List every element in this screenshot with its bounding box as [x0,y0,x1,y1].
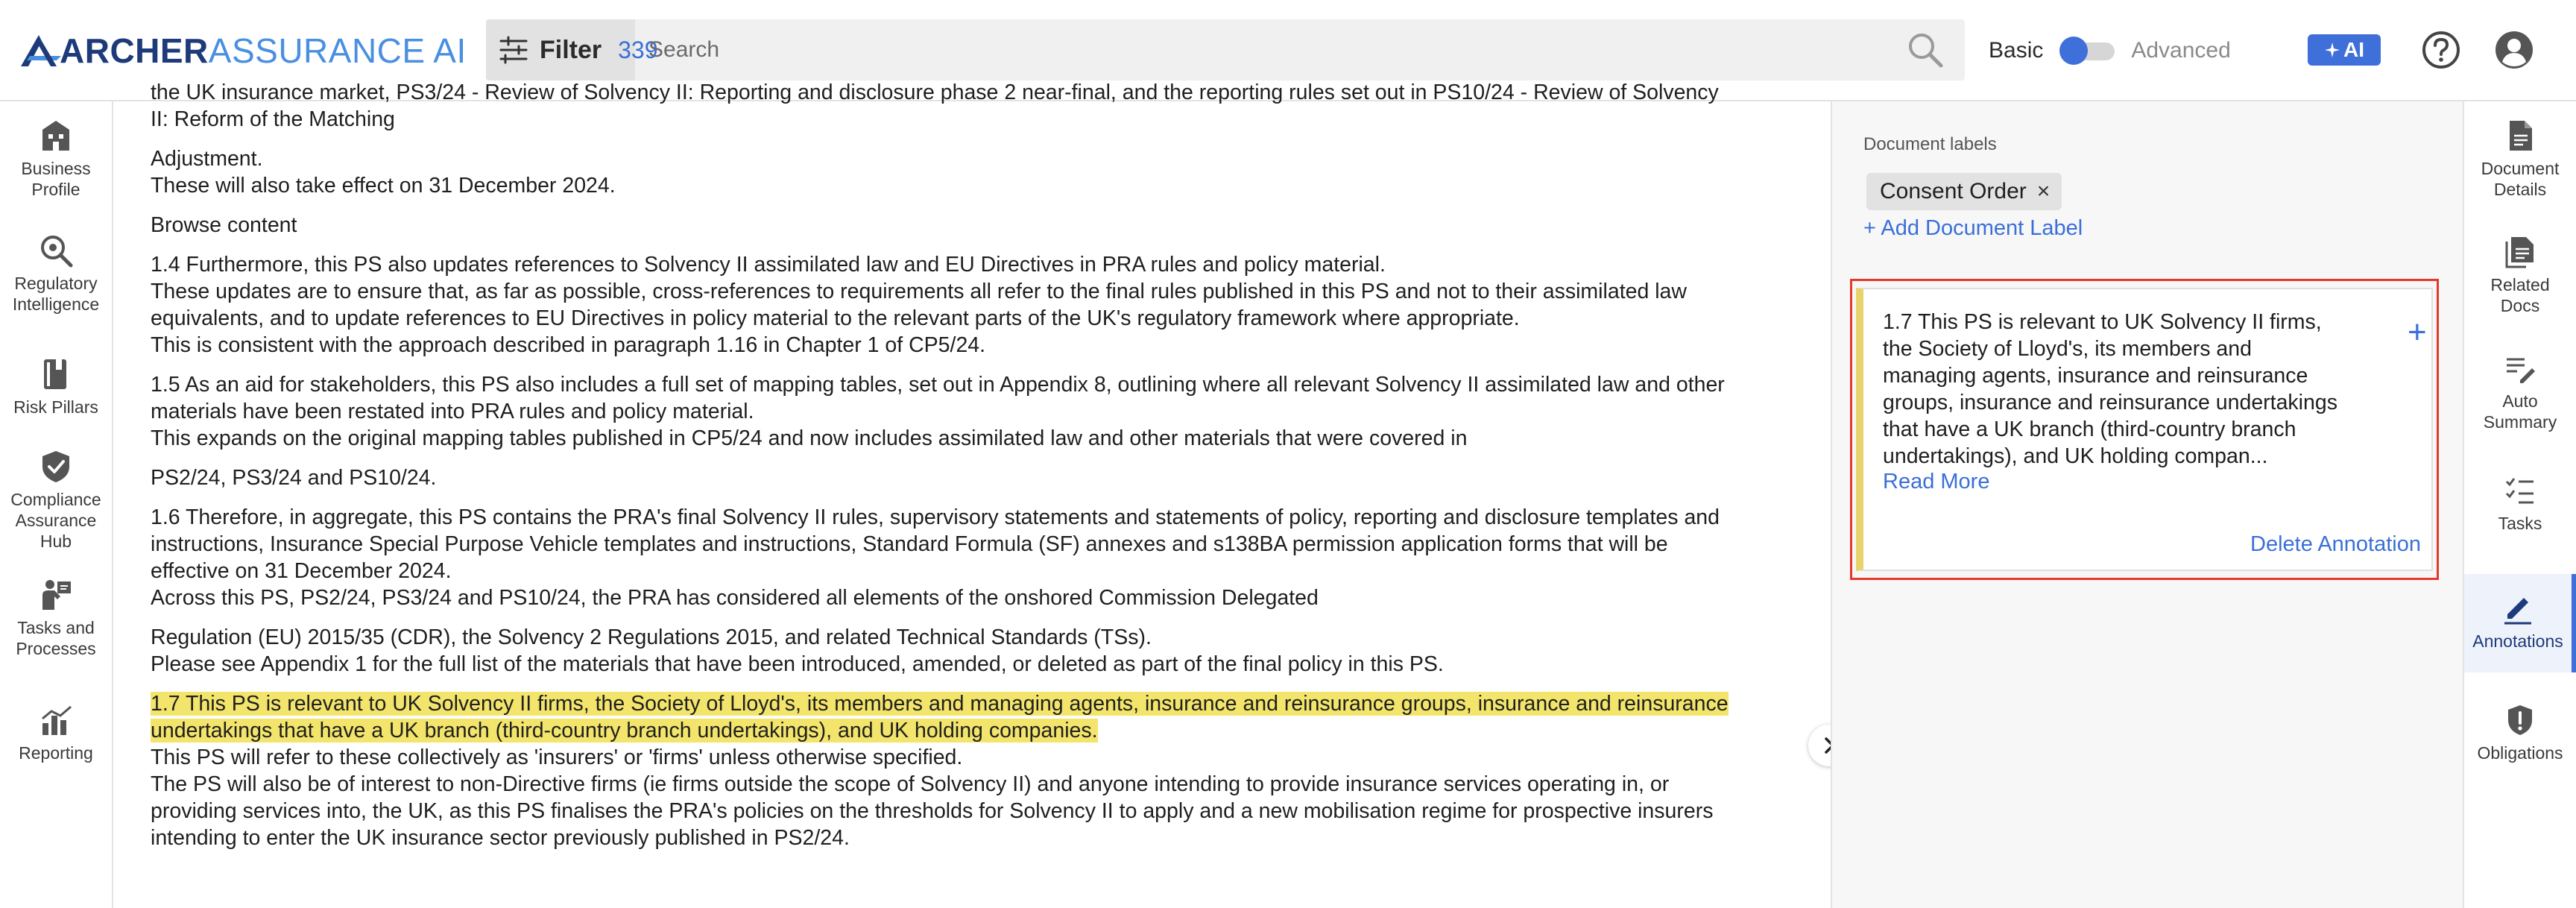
ai-button[interactable] [2308,34,2381,66]
rail-label: Auto Summary [2483,391,2557,432]
doc-paragraph: PS2/24, PS3/24 and PS10/24. [151,466,437,490]
doc-paragraph: 1.4 Furthermore, this PS also updates references to Solvency II assimilated law and EU Directives in PRA rules and policy material. These updates are to ensure that, as far as possible, cross-references to requirements all refer to the final rules published in this PS and not to their assimilated law equivalents, and to update references to EU Directives in policy material to the relevant parts of the UK's regulatory framework where appropriate. This is consistent with the approach described in paragraph 1.16 in Chapter 1 of CP5/24. [151,253,1687,357]
doc-paragraph: the UK insurance market, PS3/24 - Review of Solvency II: Reporting and disclosure phase 2 near-final, and the reporting rules set out in PS10/24 - Review of Solvency II: Reform of the Matching [151,81,1719,131]
shield-check-icon [38,449,74,485]
doc-paragraph-annotated: 1.7 This PS is relevant to UK Solvency II firms, the Society of Lloyd's, its members and managing agents, insurance and reinsurance groups, insurance and reinsurance undertakings that have a UK branch (third-country branch undertakings), and UK holding companies. This PS will refer to these collectively as 'insurers' or 'firms' unless otherwise specified. The PS will also be of interest to non-Directive firms (ie firms outside the scope of Solvency II) and anyone intending to provide insurance services operating in, or providing services into, the UK, as this PS finalises the PRA's policies on the thresholds for Solvency II to apply and a new mobilisation regime for prospective insurers intending to enter the UK insurance sector previously published in PS2/24. [151,692,1729,850]
document-labels-heading: Document labels [1863,134,1997,154]
nav-label: Reporting [19,743,93,763]
shield-icon [2504,704,2536,737]
nav-reporting[interactable] [0,702,112,763]
doc-paragraph: Regulation (EU) 2015/35 (CDR), the Solvency 2 Regulations 2015, and related Technical Standards (TSs). Please see Appendix 1 for the full list of the materials that have been introduced, amended, or deleted as part of the final policy in this PS. [151,625,1444,676]
filter-button[interactable] [486,19,658,81]
search-bar [486,19,1965,81]
nav-label: Risk Pillars [13,397,98,417]
rail-related-docs[interactable] [2464,236,2576,316]
rail-obligations[interactable] [2464,704,2576,763]
rail-label: Obligations [2477,743,2563,763]
plus-icon[interactable]: + [2408,314,2427,350]
mode-toggle[interactable] [2059,37,2115,65]
read-more-link[interactable]: Read More [1883,470,1990,494]
rail-label: Tasks [2498,514,2542,533]
right-rail [2463,101,2576,908]
magnifier-icon [38,233,74,268]
bar-chart-icon [38,702,74,738]
annotations-panel [1831,101,2463,908]
sparkle-icon [2324,42,2340,58]
book-icon [38,356,74,392]
documents-icon [2504,236,2536,268]
rail-tasks[interactable] [2464,474,2576,534]
doc-paragraph: 1.5 As an aid for stakeholders, this PS also includes a full set of mapping tables, set out in Appendix 8, outlining where all relevant Solvency II assimilated law and other materials have been restated into PRA rules and policy material. This expands on the original mapping tables published in CP5/24 and now includes assimilated law and other materials that were covered in [151,373,1725,450]
search-icon[interactable] [1905,30,1945,70]
mode-basic-label[interactable]: Basic [1989,38,2044,63]
nav-business-profile[interactable] [0,118,112,200]
toggle-knob [2059,37,2088,65]
search-input[interactable] [635,19,1905,81]
document-viewer[interactable] [113,81,1831,908]
rail-label: Related Docs [2490,275,2550,315]
document-body [151,79,1895,851]
logo-text-archer: ARCHER [60,31,209,70]
nav-tasks-and-processes[interactable] [0,577,112,659]
sliders-icon [499,37,528,63]
document-icon [2504,119,2536,152]
delete-annotation-link[interactable]: Delete Annotation [2250,532,2421,556]
rail-label: Annotations [2472,631,2563,651]
filter-count: 339 [618,36,658,63]
annotation-card[interactable] [1856,288,2433,571]
mode-toggle-group [1989,30,2231,72]
nav-compliance-assurance-hub[interactable] [0,449,112,552]
doc-paragraph: Browse content [151,213,297,237]
rail-label: Document Details [2481,159,2560,199]
nav-label: Compliance Assurance Hub [10,490,101,551]
nav-regulatory-intelligence[interactable] [0,233,112,315]
highlighted-annotation-text[interactable]: undertakings that have a UK branch (third-country branch undertakings), and UK holding companies. [151,719,1098,743]
nav-risk-pillars[interactable] [0,356,112,417]
mode-advanced-label[interactable]: Advanced [2131,38,2231,63]
document-label-chip [1866,173,2062,210]
add-document-label-link[interactable]: + Add Document Label [1863,216,2083,240]
nav-label: Tasks and Processes [16,618,96,658]
rail-annotations[interactable] [2464,574,2576,672]
close-icon[interactable]: × [2036,179,2051,204]
logo-text-assurance: ASSURANCE AI [208,31,467,70]
nav-label: Business Profile [21,159,91,199]
ai-button-label: AI [2343,38,2364,61]
checklist-icon [2504,474,2536,507]
rail-auto-summary[interactable] [2464,352,2576,432]
pen-icon [2501,592,2534,625]
chip-label: Consent Order [1880,179,2027,204]
highlighted-annotation-text[interactable]: 1.7 This PS is relevant to UK Solvency II firms, the Society of Lloyd's, its members and managing agents, insurance and reinsurance groups, insurance and reinsurance [151,692,1729,716]
help-icon[interactable] [2421,30,2461,70]
app-logo[interactable] [19,30,467,72]
archer-logo-icon [19,34,63,68]
annotation-text: 1.7 This PS is relevant to UK Solvency II firms, the Society of Lloyd's, its members and managing agents, insurance and reinsurance groups, insurance and reinsurance undertakings that have a UK branch (third-country branch undertakings), and UK holding compan... [1883,310,2337,468]
building-icon [38,118,74,154]
left-navigation [0,101,113,908]
doc-paragraph: 1.6 Therefore, in aggregate, this PS contains the PRA's final Solvency II rules, supervisory statements and statements of policy, reporting and disclosure templates and instructions, Insurance Special Purpose Vehicle templates and instructions, Standard Formula (SF) annexes and s138BA permission application forms that will be effective on 31 December 2024. Across this PS, PS2/24, PS3/24 and PS10/24, the PRA has considered all elements of the onshored Commission Delegated [151,505,1720,610]
nav-label: Regulatory Intelligence [12,274,100,314]
doc-paragraph: Adjustment. These will also take effect on 31 December 2024. [151,147,616,198]
user-avatar-icon[interactable] [2494,30,2534,70]
filter-label: Filter [540,35,602,64]
person-board-icon [38,577,74,613]
edit-lines-icon [2504,352,2536,385]
rail-document-details[interactable] [2464,119,2576,200]
